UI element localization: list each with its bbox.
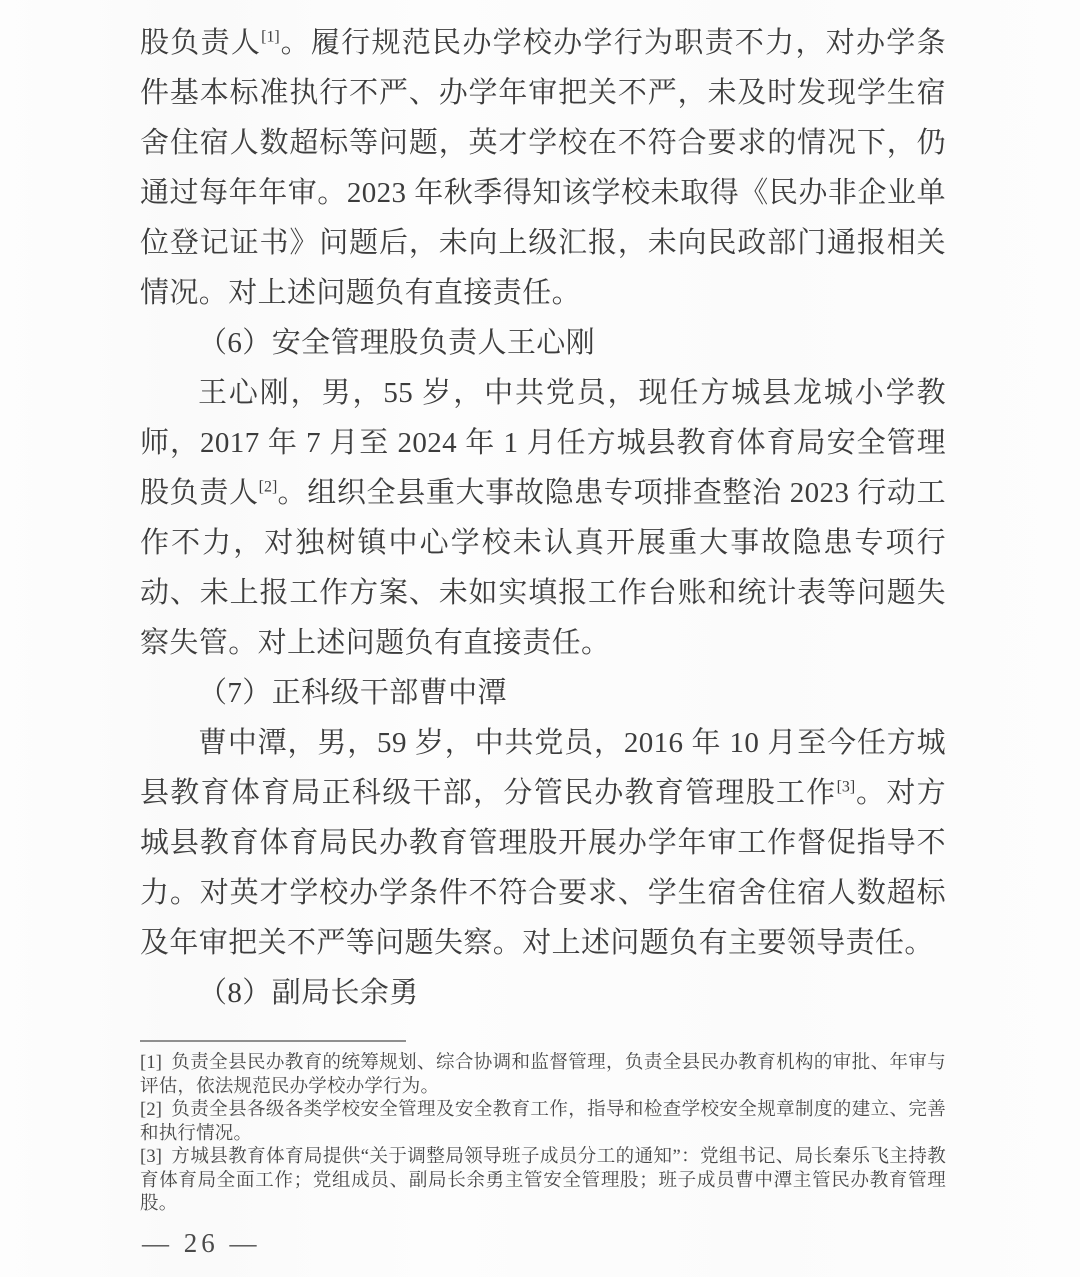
page-number: — 26 — [142,1228,261,1258]
footnote-item [140,1052,946,1099]
footnote-ref: [2] [258,478,278,496]
paragraph: 王心刚，男，55 岁，中共党员，现任方城县龙城小学教师，2017 年 7 月至 2024 年 1 月任方城县教育体育局安全管理股负责人[2]。组织全县重大事故隐患专项排查整治 2023 行动工作不力，对独树镇中心学校未认真开展重大事故隐患专项行动、未上报工作方案、未如实填报工作台账和统计表等问题失察失管。对上述问题负有直接责任。 [140,377,946,659]
footnote-text: 负责全县民办教育的统筹规划、综合协调和监督管理，负责全县民办教育机构的审批、年审与评估，依法规范民办学校办学行为。 [140,1053,946,1097]
footnote-text: 方城县教育体育局提供“关于调整局领导班子成员分工的通知”：党组书记、局长秦乐飞主持教育体育局全面工作；党组成员、副局长余勇主管安全管理股；班子成员曹中潭主管民办教育管理股。 [140,1147,946,1214]
footnote-marker: [1] [140,1053,163,1073]
paragraph: 曹中潭，男，59 岁，中共党员，2016 年 10 月至今任方城县教育体育局正科级干部，分管民办教育管理股工作[3]。对方城县教育体育局民办教育管理股开展办学年审工作督促指导不力。对英才学校办学条件不符合要求、学生宿舍住宿人数超标及年审把关不严等问题失察。对上述问题负有主要领导责任。 [140,727,947,959]
footnote-text: 负责全县各级各类学校安全管理及安全教育工作，指导和检查学校安全规章制度的建立、完善和执行情况。 [140,1100,946,1144]
footnote-ref: [3] [836,778,856,796]
paragraph: 股负责人[1]。履行规范民办学校办学行为职责不力，对办学条件基本标准执行不严、办学年审把关不严，未及时发现学生宿舍住宿人数超标等问题，英才学校在不符合要求的情况下，仍通过每年年审。2023 年秋季得知该学校未取得《民办非企业单位登记证书》问题后，未向上级汇报，未向民政部门通报相关情况。对上述问题负有直接责任。 [140,27,946,309]
footnote-marker: [3] [140,1147,163,1167]
footnote-ref: [1] [261,28,280,46]
footnote-item [140,1146,946,1217]
footnotes-list [140,1052,946,1217]
footnote-divider [140,1040,406,1042]
paragraph: （7）正科级干部曹中潭 [198,677,507,709]
paragraph: （6）安全管理股负责人王心刚 [198,327,596,359]
footnote-item [140,1099,946,1146]
paragraph: （8）副局长余勇 [198,977,419,1009]
document-body [140,18,946,1018]
footnote-marker: [2] [140,1100,163,1120]
footnotes-section [140,1040,946,1217]
